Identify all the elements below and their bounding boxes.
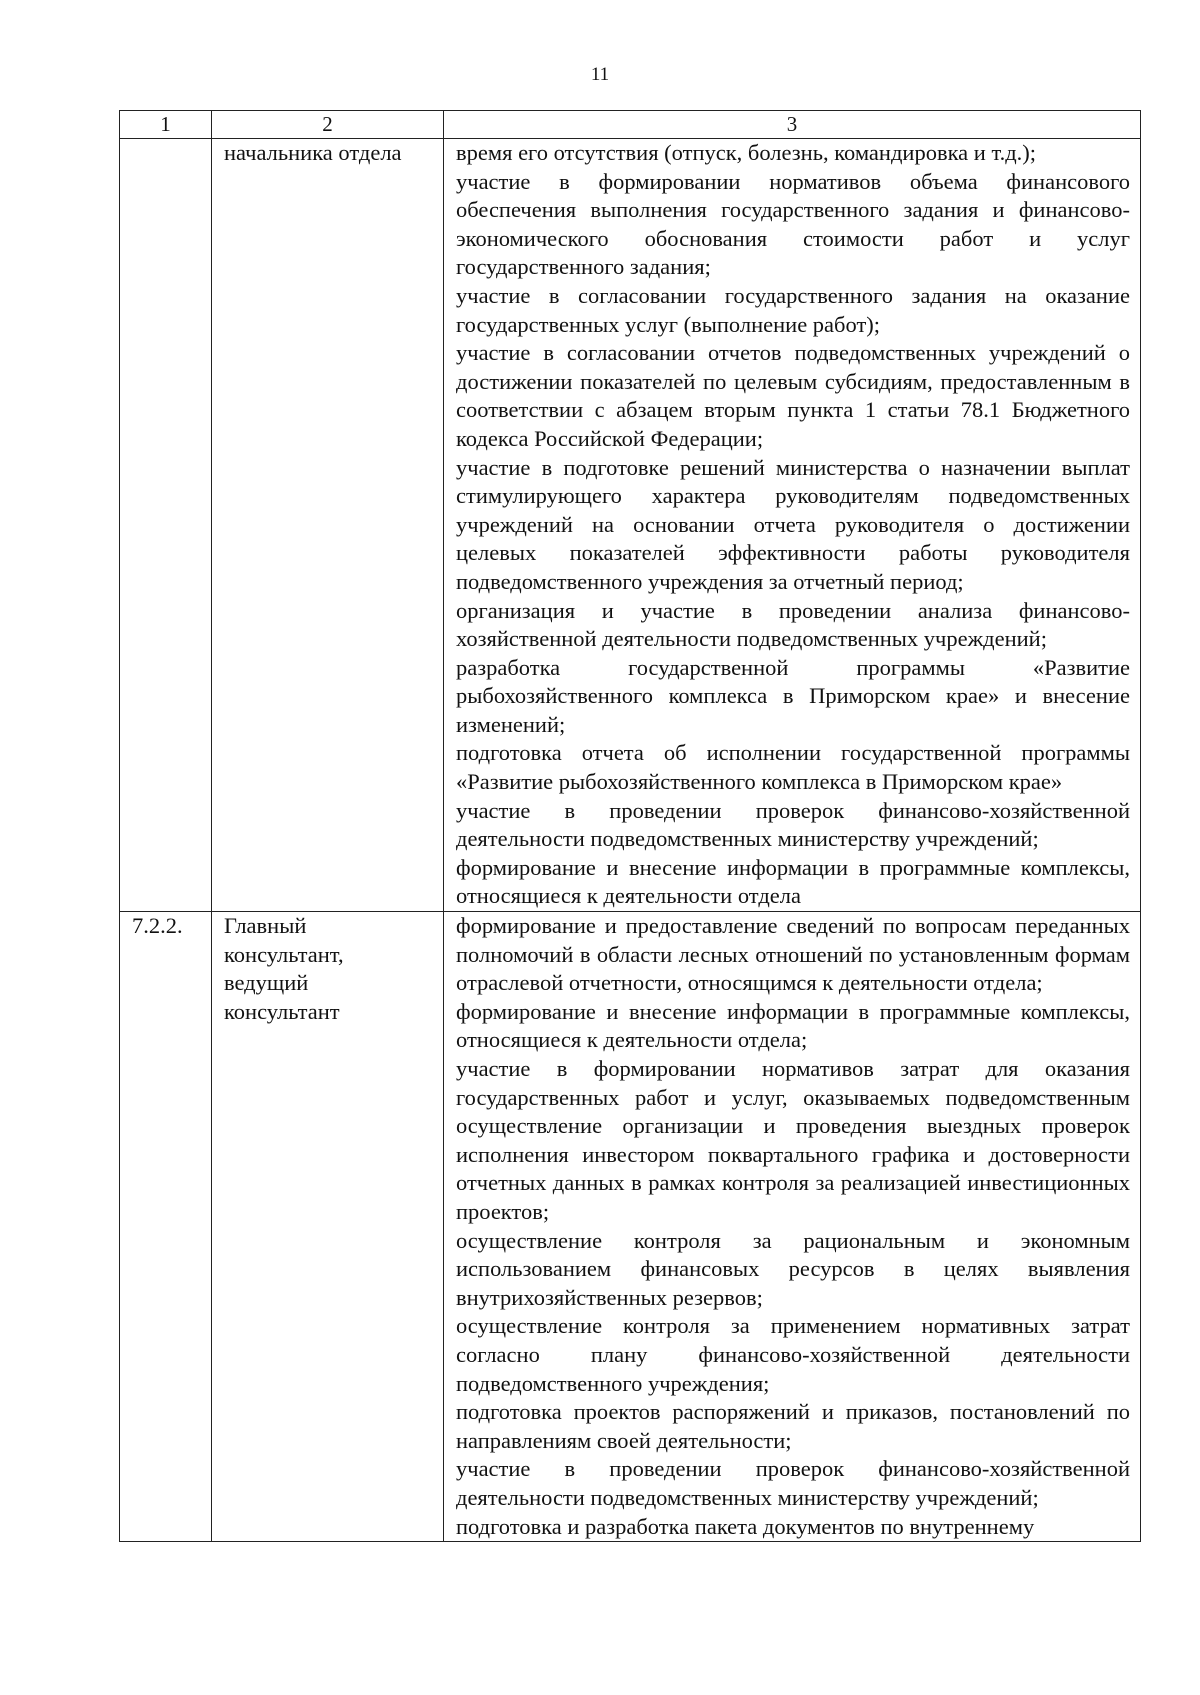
duties-table (119, 110, 1141, 1542)
duty-item: участие в проведении проверок финансово-хозяйственной деятельности подведомственных министерству учреждений; (456, 797, 1130, 852)
duties-cell (444, 139, 1141, 912)
duty-item: подготовка отчета об исполнении государственной программы «Развитие рыбохозяйственного комплекса в Приморском крае» (456, 740, 1130, 795)
row-number (120, 139, 212, 912)
duty-item: формирование и внесение информации в программные комплексы, относящиеся к деятельности отдела; (456, 998, 1130, 1053)
position-line: консультант (224, 998, 340, 1024)
duty-item: организация и участие в проведении анализа финансово-хозяйственной деятельности подведомственных учреждений; (456, 597, 1130, 652)
position-cell (212, 139, 444, 912)
duty-item: участие в проведении проверок финансово-хозяйственной деятельности подведомственных министерству учреждений; (456, 1456, 1130, 1510)
row-number: 7.2.2. (120, 912, 212, 1542)
position-line: начальника отдела (224, 140, 402, 165)
duty-item: формирование и предоставление сведений по вопросам переданных полномочий в области лесных отношений по установленным формам отраслевой отчетности, относящимся к деятельности отдела; (456, 913, 1130, 996)
position-line: ведущий (224, 970, 309, 996)
duty-item: участие в формировании нормативов объема финансового обеспечения выполнения государственного задания и финансово-экономического обоснования стоимости работ и услуг государственного задания; (456, 168, 1130, 280)
duty-item: участие в согласовании отчетов подведомственных учреждений о достижении показателей по целевым субсидиям, предоставленным в соответствии с абзацем вторым пункта 1 статьи 78.1 Бюджетного кодекса Российской Федерации; (456, 340, 1130, 451)
header-col-2: 2 (212, 111, 444, 139)
table-header-row (120, 111, 1141, 139)
position-line: Главный (224, 913, 307, 939)
duty-item: время его отсутствия (отпуск, болезнь, командировка и т.д.); (456, 140, 1037, 165)
duty-item: участие в согласовании государственного задания на оказание государственных услуг (выполнение работ); (456, 282, 1130, 337)
header-col-3: 3 (444, 111, 1141, 139)
duty-item: участие в формировании нормативов затрат для оказания государственных работ и услуг, оказываемых подведомственным осуществление организации и проведения выездных проверок исполнения инвестором поквартального графика и достоверности отчетных данных в рамках контроля за реализацией инвестиционных проектов; (456, 1056, 1130, 1224)
duty-item: формирование и внесение информации в программные комплексы, относящиеся к деятельности отдела (456, 854, 1130, 909)
table-row (120, 912, 1141, 1542)
duty-item: разработка государственной программы «Развитие рыбохозяйственного комплекса в Приморском крае» и внесение изменений; (456, 654, 1130, 737)
duty-item: осуществление контроля за рациональным и экономным использованием финансовых ресурсов в целях выявления внутрихозяйственных резервов; (456, 1227, 1130, 1310)
header-col-1: 1 (120, 111, 212, 139)
duty-item: подготовка и разработка пакета документов по внутреннему (456, 1513, 1035, 1539)
duty-item: подготовка проектов распоряжений и приказов, постановлений по направлениям своей деятельности; (456, 1399, 1130, 1453)
position-line: консультант, (224, 941, 344, 967)
duty-item: участие в подготовке решений министерства о назначении выплат стимулирующего характера руководителям подведомственных учреждений на основании отчета руководителя о достижении целевых показателей эффективности работы руководителя подведомственного учреждения за отчетный период; (456, 454, 1130, 594)
table-row (120, 139, 1141, 912)
page-number: 11 (590, 64, 610, 85)
duties-cell (444, 912, 1141, 1542)
position-cell (212, 912, 444, 1542)
duty-item: осуществление контроля за применением нормативных затрат согласно плану финансово-хозяйственной деятельности подведомственного учреждения; (456, 1313, 1130, 1396)
